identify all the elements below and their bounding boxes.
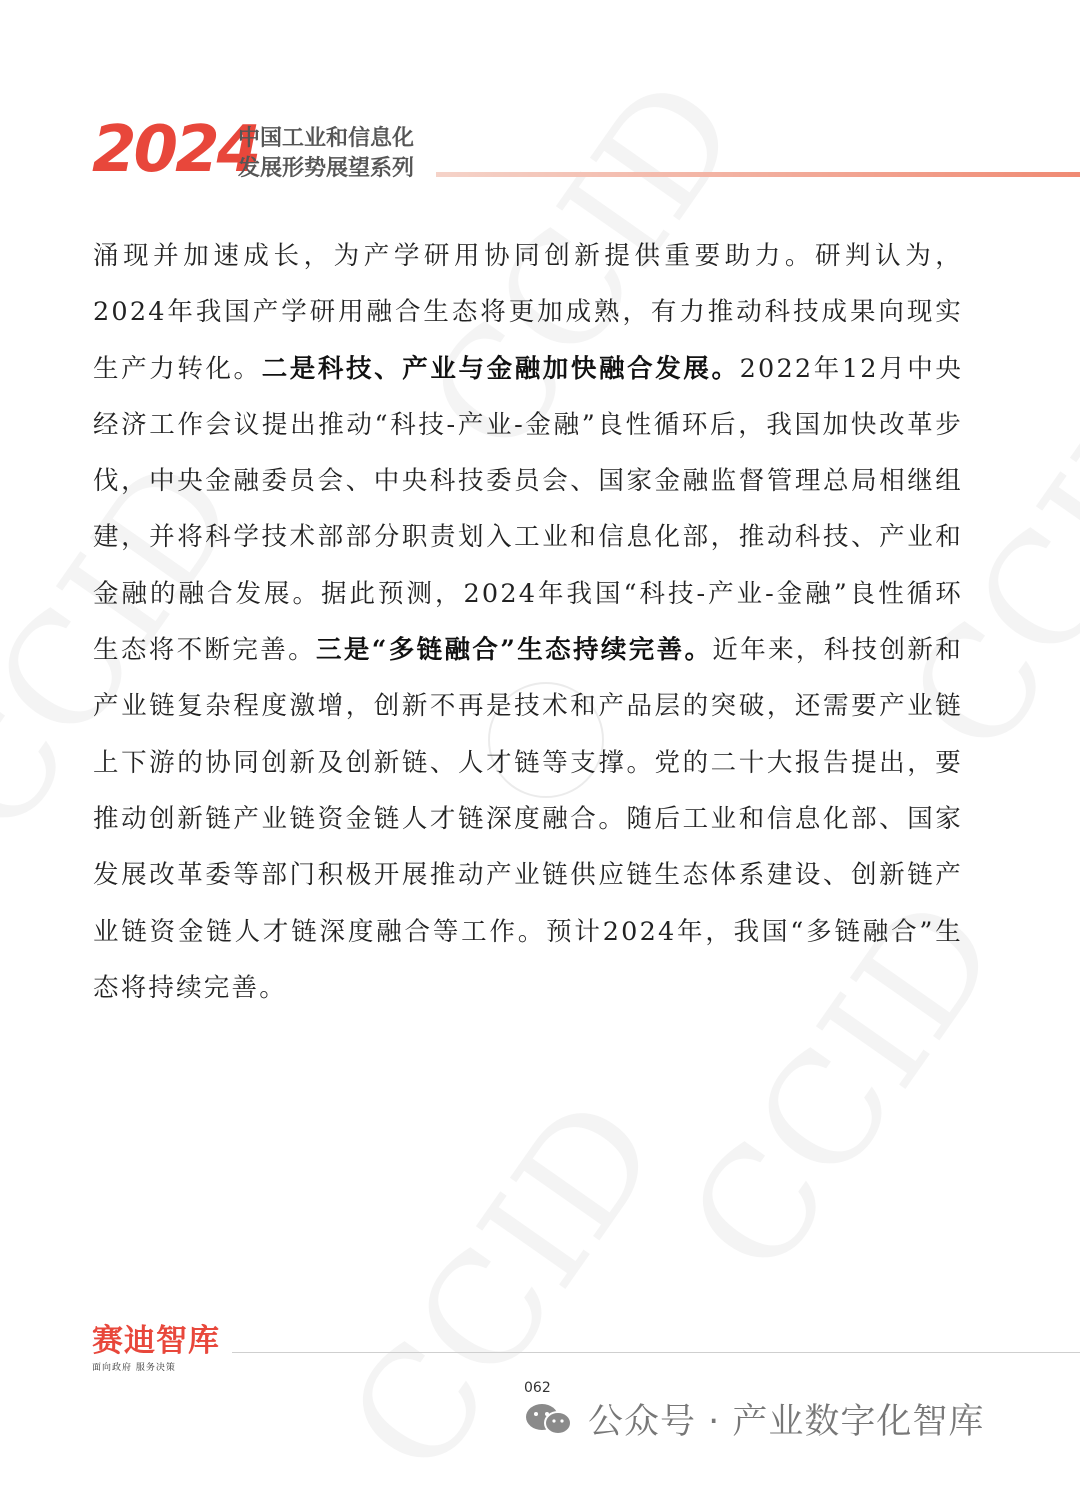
body-text: 近年来，科技创新和产业链复杂程度激增，创新不再是技术和产品层的突破，还需要产业链上下游的协同创新及创新链、人才链等支撑。党的二十大报告提出，要推动创新链产业链资金链人才链深度融合。随后工业和信息化部、国家发展改革委等部门积极开展推动产业链供应链生态体系建设、创新链产业链资金链人才链深度融合等工作。预计2024年，我国“多链融合”生态将持续完善。 bbox=[93, 635, 963, 1003]
series-title bbox=[238, 124, 414, 184]
series-title-line2: 发展形势展望系列 bbox=[238, 156, 415, 181]
series-title-line1: 中国工业和信息化 bbox=[238, 126, 415, 151]
body-text: 涌现并加速成长，为产学研用协同创新提供重要助力。研判认为，2024年我国产学研用融合生态将更加成熟，有力推动科技成果向现实生产力转化。 bbox=[93, 241, 963, 384]
bold-heading: 二是科技、产业与金融加快融合发展。 bbox=[261, 353, 740, 384]
body-text: 2022年12月中央经济工作会议提出推动“科技-产业-金融”良性循环后，我国加快改革步伐，中央金融委员会、中央科技委员会、国家金融监督管理总局相继组建，并将科学技术部部分职责划入工业和信息化部，推动科技、产业和金融的融合发展。据此预测，2024年我国“科技-产业-金融”良性循环生态将不断完善。 bbox=[93, 353, 964, 666]
page-number: 062 bbox=[524, 1380, 551, 1396]
wechat-icon bbox=[522, 1401, 576, 1437]
brand-logo: 赛迪智库 bbox=[92, 1323, 220, 1359]
wechat-account-label: 公众号 · 产业数字化智库 bbox=[588, 1402, 985, 1442]
bold-heading: 三是“多链融合”生态持续完善。 bbox=[315, 635, 713, 666]
logo-year: 2024 bbox=[92, 113, 259, 187]
brand-tagline: 面向政府 服务决策 bbox=[92, 1363, 176, 1373]
body-paragraph bbox=[93, 228, 963, 1016]
wechat-account[interactable] bbox=[522, 1394, 984, 1444]
header-divider bbox=[436, 172, 1080, 177]
footer-divider bbox=[232, 1352, 1080, 1353]
